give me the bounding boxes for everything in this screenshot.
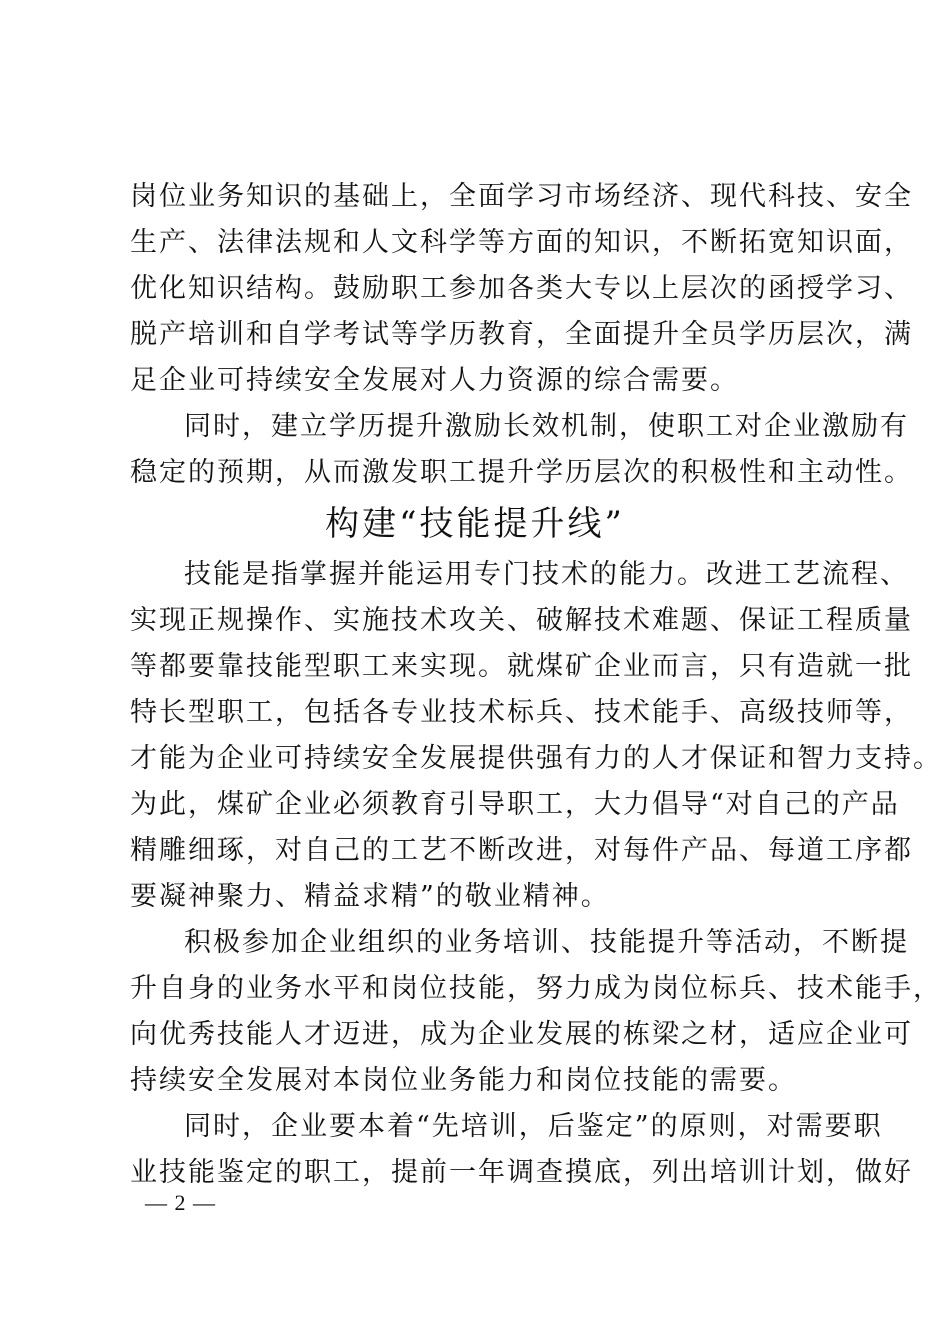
paragraph-3: [130, 552, 942, 920]
document-body: [130, 174, 942, 1196]
text-line: 技能是指掌握并能运用专门技术的能力。改进工艺流程、: [184, 559, 909, 590]
text-line: 同时，企业要本着“先培训，后鉴定”的原则，对需要职: [184, 1111, 883, 1142]
text-line: 优化知识结构。鼓励职工参加各类大专以上层次的函授学习、: [130, 273, 913, 304]
text-line: 才能为企业可持续安全发展提供强有力的人才保证和智力支持。: [130, 743, 942, 774]
text-line: 向优秀技能人才迈进，成为企业发展的栋梁之材，适应企业可: [130, 1019, 913, 1050]
text-line: 要凝神聚力、精益求精”的敬业精神。: [130, 881, 610, 912]
text-line: 积极参加企业组织的业务培训、技能提升等活动，不断提: [184, 927, 909, 958]
text-line: 生产、法律法规和人文科学等方面的知识，不断拓宽知识面，: [130, 227, 913, 258]
page-number: — 2 —: [145, 1190, 216, 1215]
text-line: 持续安全发展对本岗位业务能力和岗位技能的需要。: [130, 1065, 797, 1096]
text-line: 等都要靠技能型职工来实现。就煤矿企业而言，只有造就一批: [130, 651, 913, 682]
text-line: 业技能鉴定的职工，提前一年调查摸底，列出培训计划，做好: [130, 1157, 913, 1188]
text-line: 足企业可持续安全发展对人力资源的综合需要。: [130, 365, 739, 396]
paragraph-1: [130, 174, 913, 404]
section-heading: 构建“技能提升线”: [325, 504, 625, 544]
text-line: 精雕细琢，对自己的工艺不断改进，对每件产品、每道工序都: [130, 835, 913, 866]
text-line: 特长型职工，包括各专业技术标兵、技术能手、高级技师等，: [130, 697, 913, 728]
text-line: 升自身的业务水平和岗位技能，努力成为岗位标兵、技术能手，: [130, 973, 942, 1004]
paragraph-5: [130, 1104, 913, 1196]
text-line: 稳定的预期，从而激发职工提升学历层次的积极性和主动性。: [130, 457, 913, 488]
text-line: 同时，建立学历提升激励长效机制，使职工对企业激励有: [184, 411, 909, 442]
paragraph-2: [130, 404, 913, 496]
text-line: 为此，煤矿企业必须教育引导职工，大力倡导“对自己的产品: [130, 789, 900, 820]
paragraph-4: [130, 920, 942, 1104]
text-line: 岗位业务知识的基础上，全面学习市场经济、现代科技、安全: [130, 181, 913, 212]
text-line: 脱产培训和自学考试等学历教育，全面提升全员学历层次，满: [130, 319, 913, 350]
text-line: 实现正规操作、实施技术攻关、破解技术难题、保证工程质量: [130, 605, 913, 636]
